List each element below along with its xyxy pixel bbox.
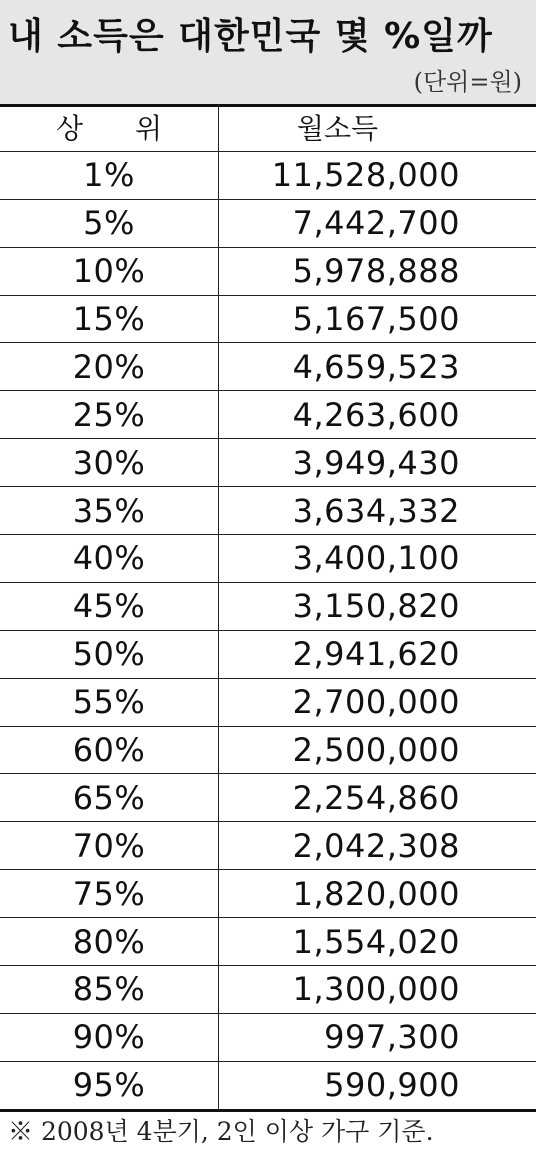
table-row — [0, 487, 536, 535]
rank-cell: 15% — [0, 295, 219, 343]
income-cell: 2,500,000 — [219, 726, 536, 774]
header-band — [0, 0, 536, 107]
rank-cell: 80% — [0, 918, 219, 966]
table-row — [0, 822, 536, 870]
rank-cell: 95% — [0, 1061, 219, 1110]
table-row — [0, 966, 536, 1014]
rank-cell: 10% — [0, 247, 219, 295]
income-cell: 2,254,860 — [219, 774, 536, 822]
rank-cell: 65% — [0, 774, 219, 822]
income-cell: 3,400,100 — [219, 535, 536, 583]
income-cell: 997,300 — [219, 1013, 536, 1061]
rank-header — [0, 104, 219, 151]
income-cell: 2,042,308 — [219, 822, 536, 870]
table-row — [0, 199, 536, 247]
rank-cell: 35% — [0, 487, 219, 535]
table-row — [0, 870, 536, 918]
rank-cell: 30% — [0, 439, 219, 487]
income-cell: 3,949,430 — [219, 439, 536, 487]
rank-cell: 45% — [0, 582, 219, 630]
table-row — [0, 247, 536, 295]
page-title: 내 소득은 대한민국 몇 %일까 — [8, 16, 493, 57]
table-row — [0, 1061, 536, 1110]
table-row — [0, 582, 536, 630]
table-row — [0, 535, 536, 583]
income-header: 월소득 — [219, 104, 536, 151]
table-row — [0, 630, 536, 678]
income-cell: 1,554,020 — [219, 918, 536, 966]
rank-cell: 60% — [0, 726, 219, 774]
table-body — [0, 151, 536, 1110]
rank-cell: 75% — [0, 870, 219, 918]
table-row — [0, 1013, 536, 1061]
table-row — [0, 295, 536, 343]
income-cell: 4,659,523 — [219, 343, 536, 391]
table-row — [0, 391, 536, 439]
income-cell: 4,263,600 — [219, 391, 536, 439]
rank-cell: 40% — [0, 535, 219, 583]
table-row — [0, 918, 536, 966]
table-row — [0, 439, 536, 487]
income-cell: 5,978,888 — [219, 247, 536, 295]
income-cell: 11,528,000 — [219, 151, 536, 199]
rank-cell: 25% — [0, 391, 219, 439]
rank-cell: 70% — [0, 822, 219, 870]
rank-cell: 1% — [0, 151, 219, 199]
footnote: ※ 2008년 4분기, 2인 이상 가구 기준. — [8, 1117, 434, 1146]
income-cell: 5,167,500 — [219, 295, 536, 343]
rank-header-char-1: 상 — [55, 112, 83, 146]
income-cell: 3,150,820 — [219, 582, 536, 630]
rank-cell: 55% — [0, 678, 219, 726]
income-cell: 1,300,000 — [219, 966, 536, 1014]
table-row — [0, 726, 536, 774]
table-row — [0, 678, 536, 726]
rank-cell: 50% — [0, 630, 219, 678]
income-cell: 2,700,000 — [219, 678, 536, 726]
income-cell: 3,634,332 — [219, 487, 536, 535]
income-cell: 7,442,700 — [219, 199, 536, 247]
rank-cell: 85% — [0, 966, 219, 1014]
rank-cell: 90% — [0, 1013, 219, 1061]
rank-header-char-2: 위 — [135, 112, 163, 146]
rank-cell: 5% — [0, 199, 219, 247]
income-cell: 2,941,620 — [219, 630, 536, 678]
income-table — [0, 104, 536, 1112]
table-header-row — [0, 104, 536, 151]
table-row — [0, 151, 536, 199]
income-cell: 590,900 — [219, 1061, 536, 1110]
table-row — [0, 343, 536, 391]
table-row — [0, 774, 536, 822]
income-cell: 1,820,000 — [219, 870, 536, 918]
unit-label: (단위=원) — [413, 68, 522, 96]
rank-cell: 20% — [0, 343, 219, 391]
